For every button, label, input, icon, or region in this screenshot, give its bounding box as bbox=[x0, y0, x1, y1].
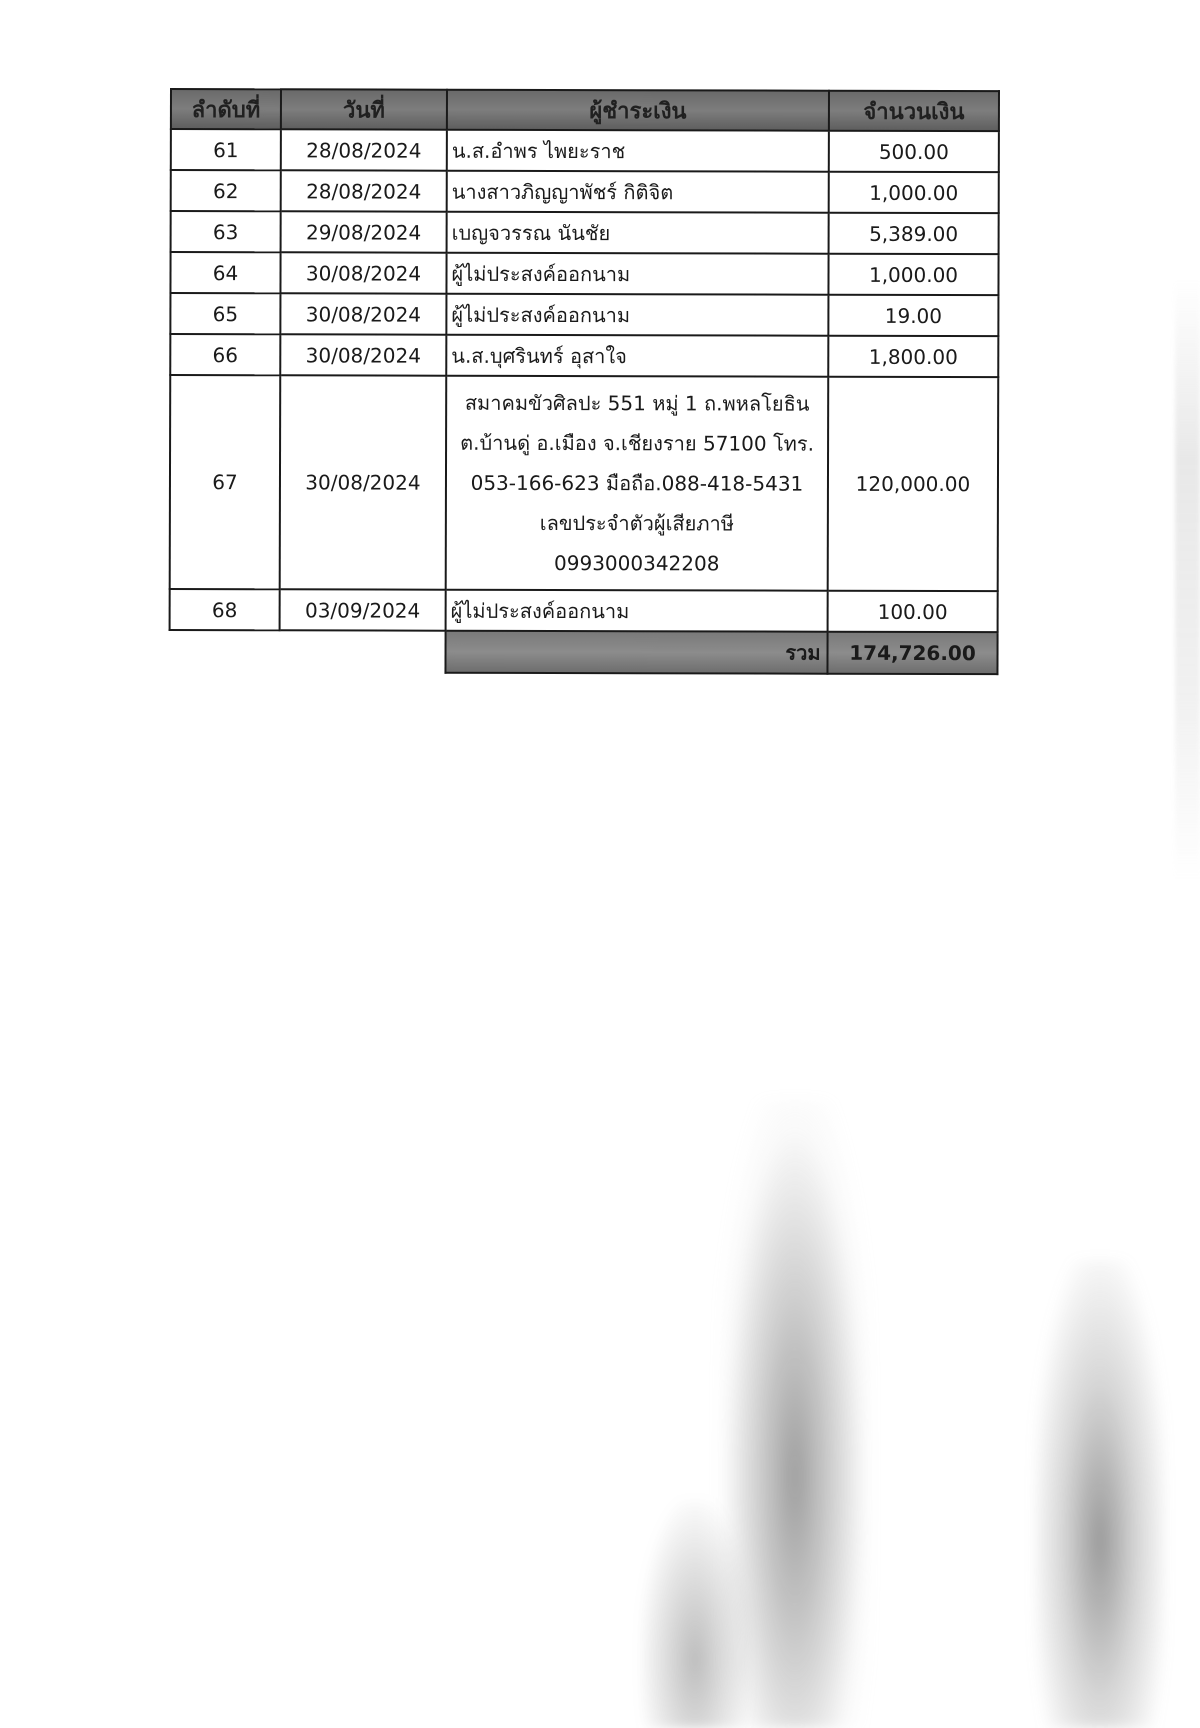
row-payer: น.ส.บุศรินทร์ อุสาใจ bbox=[446, 335, 828, 377]
scan-smudge bbox=[720, 1100, 870, 1728]
row-date: 29/08/2024 bbox=[281, 211, 447, 252]
row-amount: 100.00 bbox=[828, 591, 998, 632]
row-date: 03/09/2024 bbox=[280, 589, 446, 630]
row-no: 68 bbox=[170, 589, 280, 630]
scan-edge-shadow bbox=[1175, 280, 1200, 880]
row-date: 28/08/2024 bbox=[281, 129, 447, 170]
row-amount: 500.00 bbox=[829, 131, 999, 172]
header-date: วันที่ bbox=[281, 89, 447, 129]
table-row bbox=[170, 589, 998, 632]
row-no: 62 bbox=[171, 170, 281, 211]
row-no: 65 bbox=[170, 293, 280, 334]
row-payer: ผู้ไม่ประสงค์ออกนาม bbox=[446, 590, 828, 632]
total-spacer bbox=[169, 630, 279, 672]
table-row bbox=[170, 375, 999, 591]
row-amount: 120,000.00 bbox=[828, 377, 999, 591]
total-label: รวม bbox=[445, 631, 827, 674]
row-payer: น.ส.อำพร ไพยะราช bbox=[447, 130, 829, 172]
donation-table bbox=[168, 88, 1000, 675]
table-row bbox=[170, 293, 998, 336]
table-row bbox=[171, 129, 999, 172]
row-date: 30/08/2024 bbox=[280, 334, 446, 375]
table-row bbox=[171, 211, 999, 254]
row-no: 64 bbox=[170, 252, 280, 293]
table-header-row bbox=[171, 89, 999, 131]
scan-smudge bbox=[640, 1500, 750, 1728]
row-payer: นางสาวภิญญาพัชร์ กิติจิต bbox=[447, 171, 829, 213]
total-spacer bbox=[279, 630, 445, 672]
table-row bbox=[171, 170, 999, 213]
row-no: 66 bbox=[170, 334, 280, 375]
row-amount: 1,800.00 bbox=[828, 336, 998, 377]
row-amount: 1,000.00 bbox=[828, 254, 998, 295]
row-amount: 1,000.00 bbox=[829, 172, 999, 213]
table-row bbox=[170, 334, 998, 377]
row-no: 67 bbox=[170, 375, 281, 589]
row-payer: ผู้ไม่ประสงค์ออกนาม bbox=[446, 253, 828, 295]
table-row bbox=[170, 252, 998, 295]
scan-smudge bbox=[1035, 1260, 1165, 1728]
row-date: 30/08/2024 bbox=[280, 375, 447, 589]
row-payer: ผู้ไม่ประสงค์ออกนาม bbox=[446, 294, 828, 336]
total-value: 174,726.00 bbox=[827, 632, 997, 674]
row-date: 28/08/2024 bbox=[281, 170, 447, 211]
row-no: 63 bbox=[171, 211, 281, 252]
row-amount: 5,389.00 bbox=[829, 213, 999, 254]
total-row bbox=[169, 630, 997, 674]
row-date: 30/08/2024 bbox=[280, 252, 446, 293]
row-payer: สมาคมขัวศิลปะ 551 หมู่ 1 ถ.พหลโยธิน ต.บ้านดู่ อ.เมือง จ.เชียงราย 57100 โทร. 053-166-623 มือถือ.088-418-5431 เลขประจำตัวผู้เสียภาษี 0993000342208 bbox=[446, 376, 829, 591]
row-no: 61 bbox=[171, 129, 281, 170]
row-date: 30/08/2024 bbox=[280, 293, 446, 334]
header-no: ลำดับที่ bbox=[171, 89, 281, 129]
row-amount: 19.00 bbox=[828, 295, 998, 336]
row-payer: เบญจวรรณ นันชัย bbox=[447, 212, 829, 254]
header-amount: จำนวนเงิน bbox=[829, 91, 999, 131]
header-payer: ผู้ชำระเงิน bbox=[447, 90, 829, 131]
